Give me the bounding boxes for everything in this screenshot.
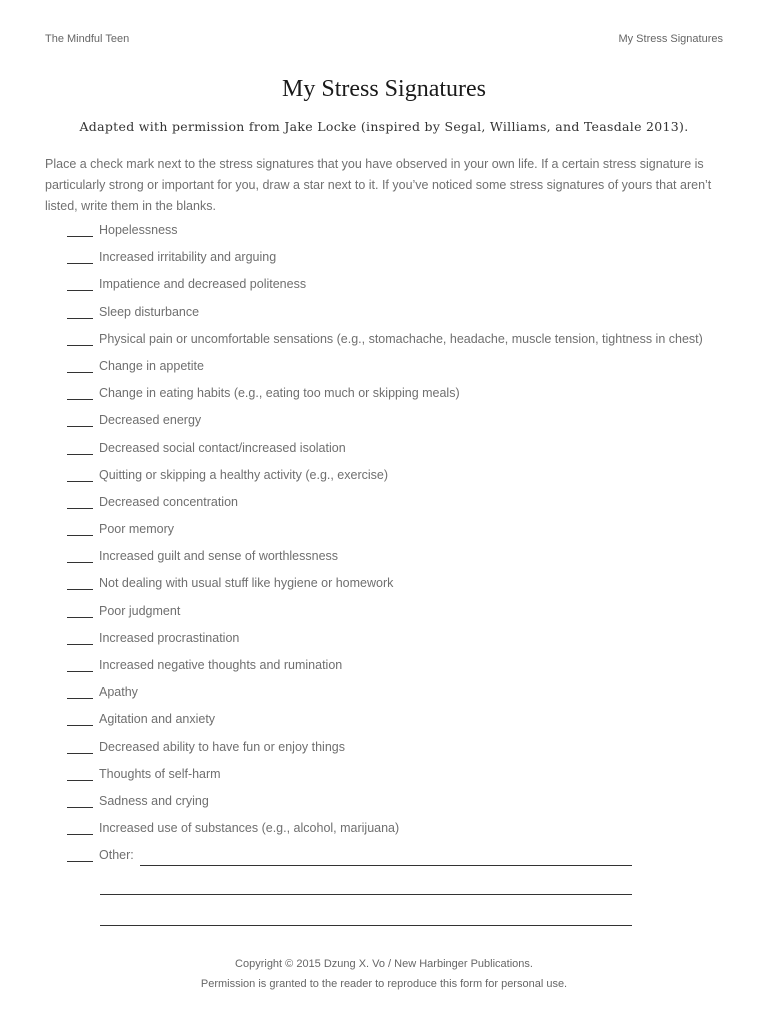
running-header-left: The Mindful Teen [45,33,130,45]
list-item [67,522,703,549]
check-blank[interactable] [67,386,93,400]
check-blank[interactable] [67,631,93,645]
check-blank[interactable] [67,740,93,754]
item-label: Apathy [99,685,138,700]
permission-notice: Permission is granted to the reader to reproduce this form for personal use. [200,978,568,990]
copyright-notice: Copyright © 2015 Dzung X. Vo / New Harbinger Publications. [235,958,533,970]
page-subtitle: Adapted with permission from Jake Locke (inspired by Segal, Williams, and Teasdale 2013). [79,119,689,134]
item-label: Impatience and decreased politeness [99,277,307,292]
item-label: Change in appetite [99,358,204,373]
item-label: Not dealing with usual stuff like hygiene or homework [99,576,394,591]
check-blank[interactable] [67,522,93,536]
list-item [67,441,703,468]
check-blank[interactable] [67,658,93,672]
item-label: Sleep disturbance [99,304,200,319]
list-item [67,631,703,658]
item-label: Physical pain or uncomfortable sensations (e.g., stomachache, headache, muscle tension, tightness in chest) [99,331,703,346]
check-blank[interactable] [67,848,93,862]
list-item [67,794,703,821]
check-blank[interactable] [67,821,93,835]
list-item [67,576,703,603]
stress-signature-list [67,223,703,876]
list-item [67,468,703,495]
list-item [67,604,703,631]
item-label: Increased negative thoughts and rumination [99,658,343,672]
check-blank[interactable] [67,468,93,482]
check-blank[interactable] [67,576,93,590]
check-blank[interactable] [67,277,93,291]
list-item [67,549,703,576]
item-label: Hopelessness [99,223,178,237]
item-label: Decreased social contact/increased isolation [99,440,346,455]
item-label: Poor memory [99,522,175,537]
item-label: Decreased ability to have fun or enjoy things [99,739,345,754]
item-label: Increased use of substances (e.g., alcohol, marijuana) [99,821,400,836]
running-header-right: My Stress Signatures [618,33,723,45]
check-blank[interactable] [67,441,93,455]
list-item [67,658,703,685]
page-title: My Stress Signatures [282,76,486,102]
item-label: Increased irritability and arguing [99,250,277,265]
other-item [67,848,703,875]
check-blank[interactable] [67,305,93,319]
check-blank[interactable] [67,495,93,509]
item-label: Thoughts of self-harm [99,766,221,781]
list-item [67,359,703,386]
other-write-in-line[interactable] [140,865,632,866]
check-blank[interactable] [67,604,93,618]
item-label: Change in eating habits (e.g., eating too much or skipping meals) [99,386,460,401]
check-blank[interactable] [67,794,93,808]
check-blank[interactable] [67,359,93,373]
list-item [67,250,703,277]
item-label: Increased guilt and sense of worthlessness [99,549,339,564]
check-blank[interactable] [67,549,93,563]
check-blank[interactable] [67,685,93,699]
other-label: Other: [99,848,134,863]
list-item [67,767,703,794]
list-item [67,712,703,739]
list-item [67,495,703,522]
item-label: Decreased concentration [99,494,238,509]
list-item [67,685,703,712]
list-item [67,821,703,848]
check-blank[interactable] [67,250,93,264]
other-write-in-line[interactable] [100,894,632,895]
item-label: Increased procrastination [99,630,240,645]
list-item [67,740,703,767]
item-label: Sadness and crying [99,793,209,808]
check-blank[interactable] [67,223,93,237]
instructions-paragraph: Place a check mark next to the stress signatures that you have observed in your own life. If a certain stress signature is particularly strong or important for you, draw a star next to it. If you’ve noticed some stress signatures of yours that aren’t listed, write them in the blanks. [45,157,712,213]
check-blank[interactable] [67,413,93,427]
list-item [67,223,703,250]
list-item [67,413,703,440]
other-write-in-line[interactable] [100,925,632,926]
list-item [67,332,703,359]
item-label: Poor judgment [99,603,181,618]
list-item [67,277,703,304]
check-blank[interactable] [67,767,93,781]
list-item [67,305,703,332]
item-label: Quitting or skipping a healthy activity (e.g., exercise) [99,467,389,482]
check-blank[interactable] [67,332,93,346]
list-item [67,386,703,413]
item-label: Decreased energy [99,413,202,428]
item-label: Agitation and anxiety [99,712,216,727]
check-blank[interactable] [67,712,93,726]
